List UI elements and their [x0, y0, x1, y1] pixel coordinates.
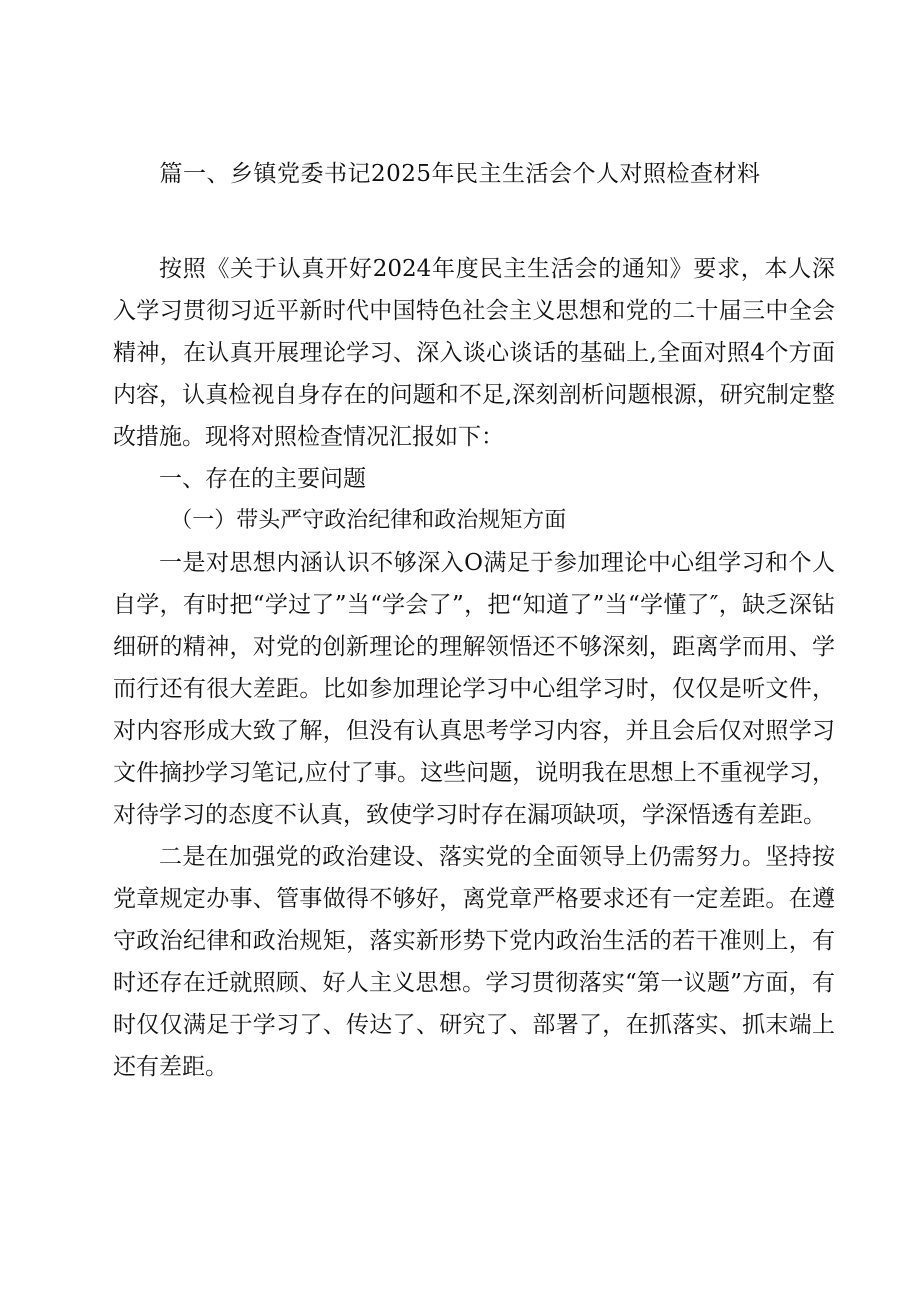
document-title: 篇一、乡镇党委书记2025年民主生活会个人对照检查材料	[159, 161, 761, 187]
paragraph-first-point: 一是对思想内涵认识不够深入O满足于参加理论中心组学习和个人自学，有时把“学过了”当“学会了”，把“知道了”当“学懂了″，缺乏深钻细研的精神，对党的创新理论的理解领悟还不够深刻，距离学而用、学而行还有很大差距。比如参加理论学习中心组学习时，仅仅是听文件，对内容形成大致了解，但没有认真思考学习内容，并且会后仅对照学习文件摘抄学习笔记,应付了事。这些问题，说明我在思想上不重视学习，对待学习的态度不认真，致使学习时存在漏项缺项，学深悟透有差距。	[113, 550, 835, 828]
subsection-heading-political-discipline: （一）带头严守政治纪律和政治规矩方面	[170, 508, 567, 533]
section-heading-main-problems: 一、存在的主要问题	[159, 466, 366, 492]
paragraph-second-point: 二是在加强党的政治建设、落实党的全面领导上仍需努力。坚持按党章规定办事、管事做得不够好，离党章严格要求还有一定差距。在遵守政治纪律和政治规矩，落实新形势下党内政治生活的若干准则上，有时还存在迁就照顾、好人主义思想。学习贯彻落实“第一议题”方面，有时仅仅满足于学习了、传达了、研究了、部署了，在抓落实、抓末端上还有差距。	[113, 844, 835, 1080]
document-body	[113, 248, 835, 1088]
intro-paragraph: 按照《关于认真开好2024年度民主生活会的通知》要求，本人深入学习贯彻习近平新时代中国特色社会主义思想和党的二十届三中全会精神，在认真开展理论学习、深入谈心谈话的基础上,全面对照4个方面内容，认真检视自身存在的问题和不足,深刻剖析问题根源，研究制定整改措施。现将对照检查情况汇报如下：	[113, 256, 835, 450]
